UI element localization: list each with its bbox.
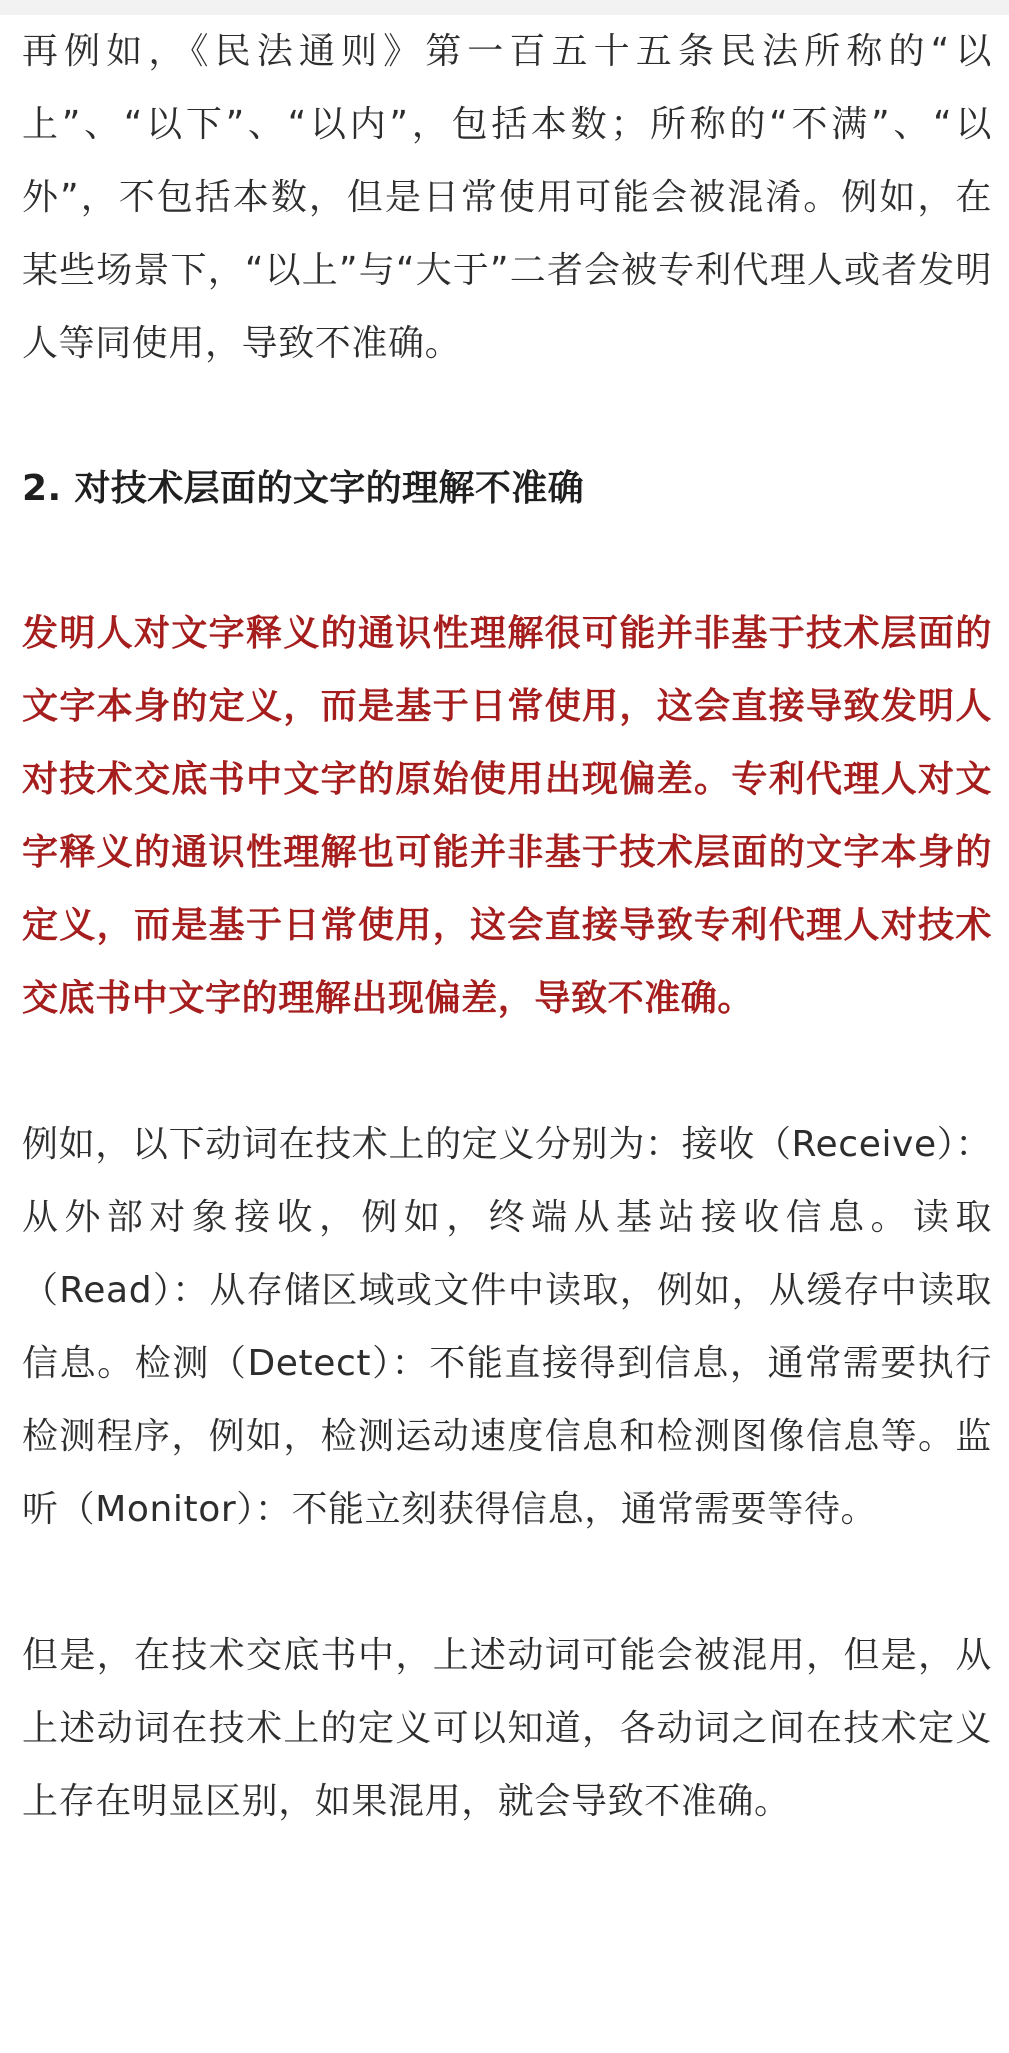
paragraph-verb-definitions: 例如，以下动词在技术上的定义分别为：接收（Receive）：从外部对象接收，例如，终端从基站接收信息。读取（Read）：从存储区域或文件中读取，例如，从缓存中读取信息。检测（Detect）：不能直接得到信息，通常需要执行检测程序，例如，检测运动速度信息和检测图像信息等。监听（Monitor）：不能立刻获得信息，通常需要等待。 (22, 1124, 992, 1530)
highlighted-paragraph: 发明人对文字释义的通识性理解很可能并非基于技术层面的文字本身的定义，而是基于日常使用，这会直接导致发明人对技术交底书中文字的原始使用出现偏差。专利代理人对文字释义的通识性理解也可能并非基于技术层面的文字本身的定义，而是基于日常使用，这会直接导致专利代理人对技术交底书中文字的理解出现偏差，导致不准确。 (22, 613, 992, 1019)
paragraph-verb-misuse: 但是，在技术交底书中，上述动词可能会被混用，但是，从上述动词在技术上的定义可以知道，各动词之间在技术定义上存在明显区别，如果混用，就会导致不准确。 (22, 1635, 992, 1822)
paragraph-civil-law-example: 再例如，《民法通则》第一百五十五条民法所称的“以上”、“以下”、“以内”，包括本数；所称的“不满”、“以外”，不包括本数，但是日常使用可能会被混淆。例如，在某些场景下，“以上”与“大于”二者会被专利代理人或者发明人等同使用，导致不准确。 (22, 31, 992, 364)
section-heading: 2. 对技术层面的文字的理解不准确 (22, 468, 585, 509)
article-body (22, 15, 992, 1838)
top-edge-strip (0, 0, 1009, 15)
